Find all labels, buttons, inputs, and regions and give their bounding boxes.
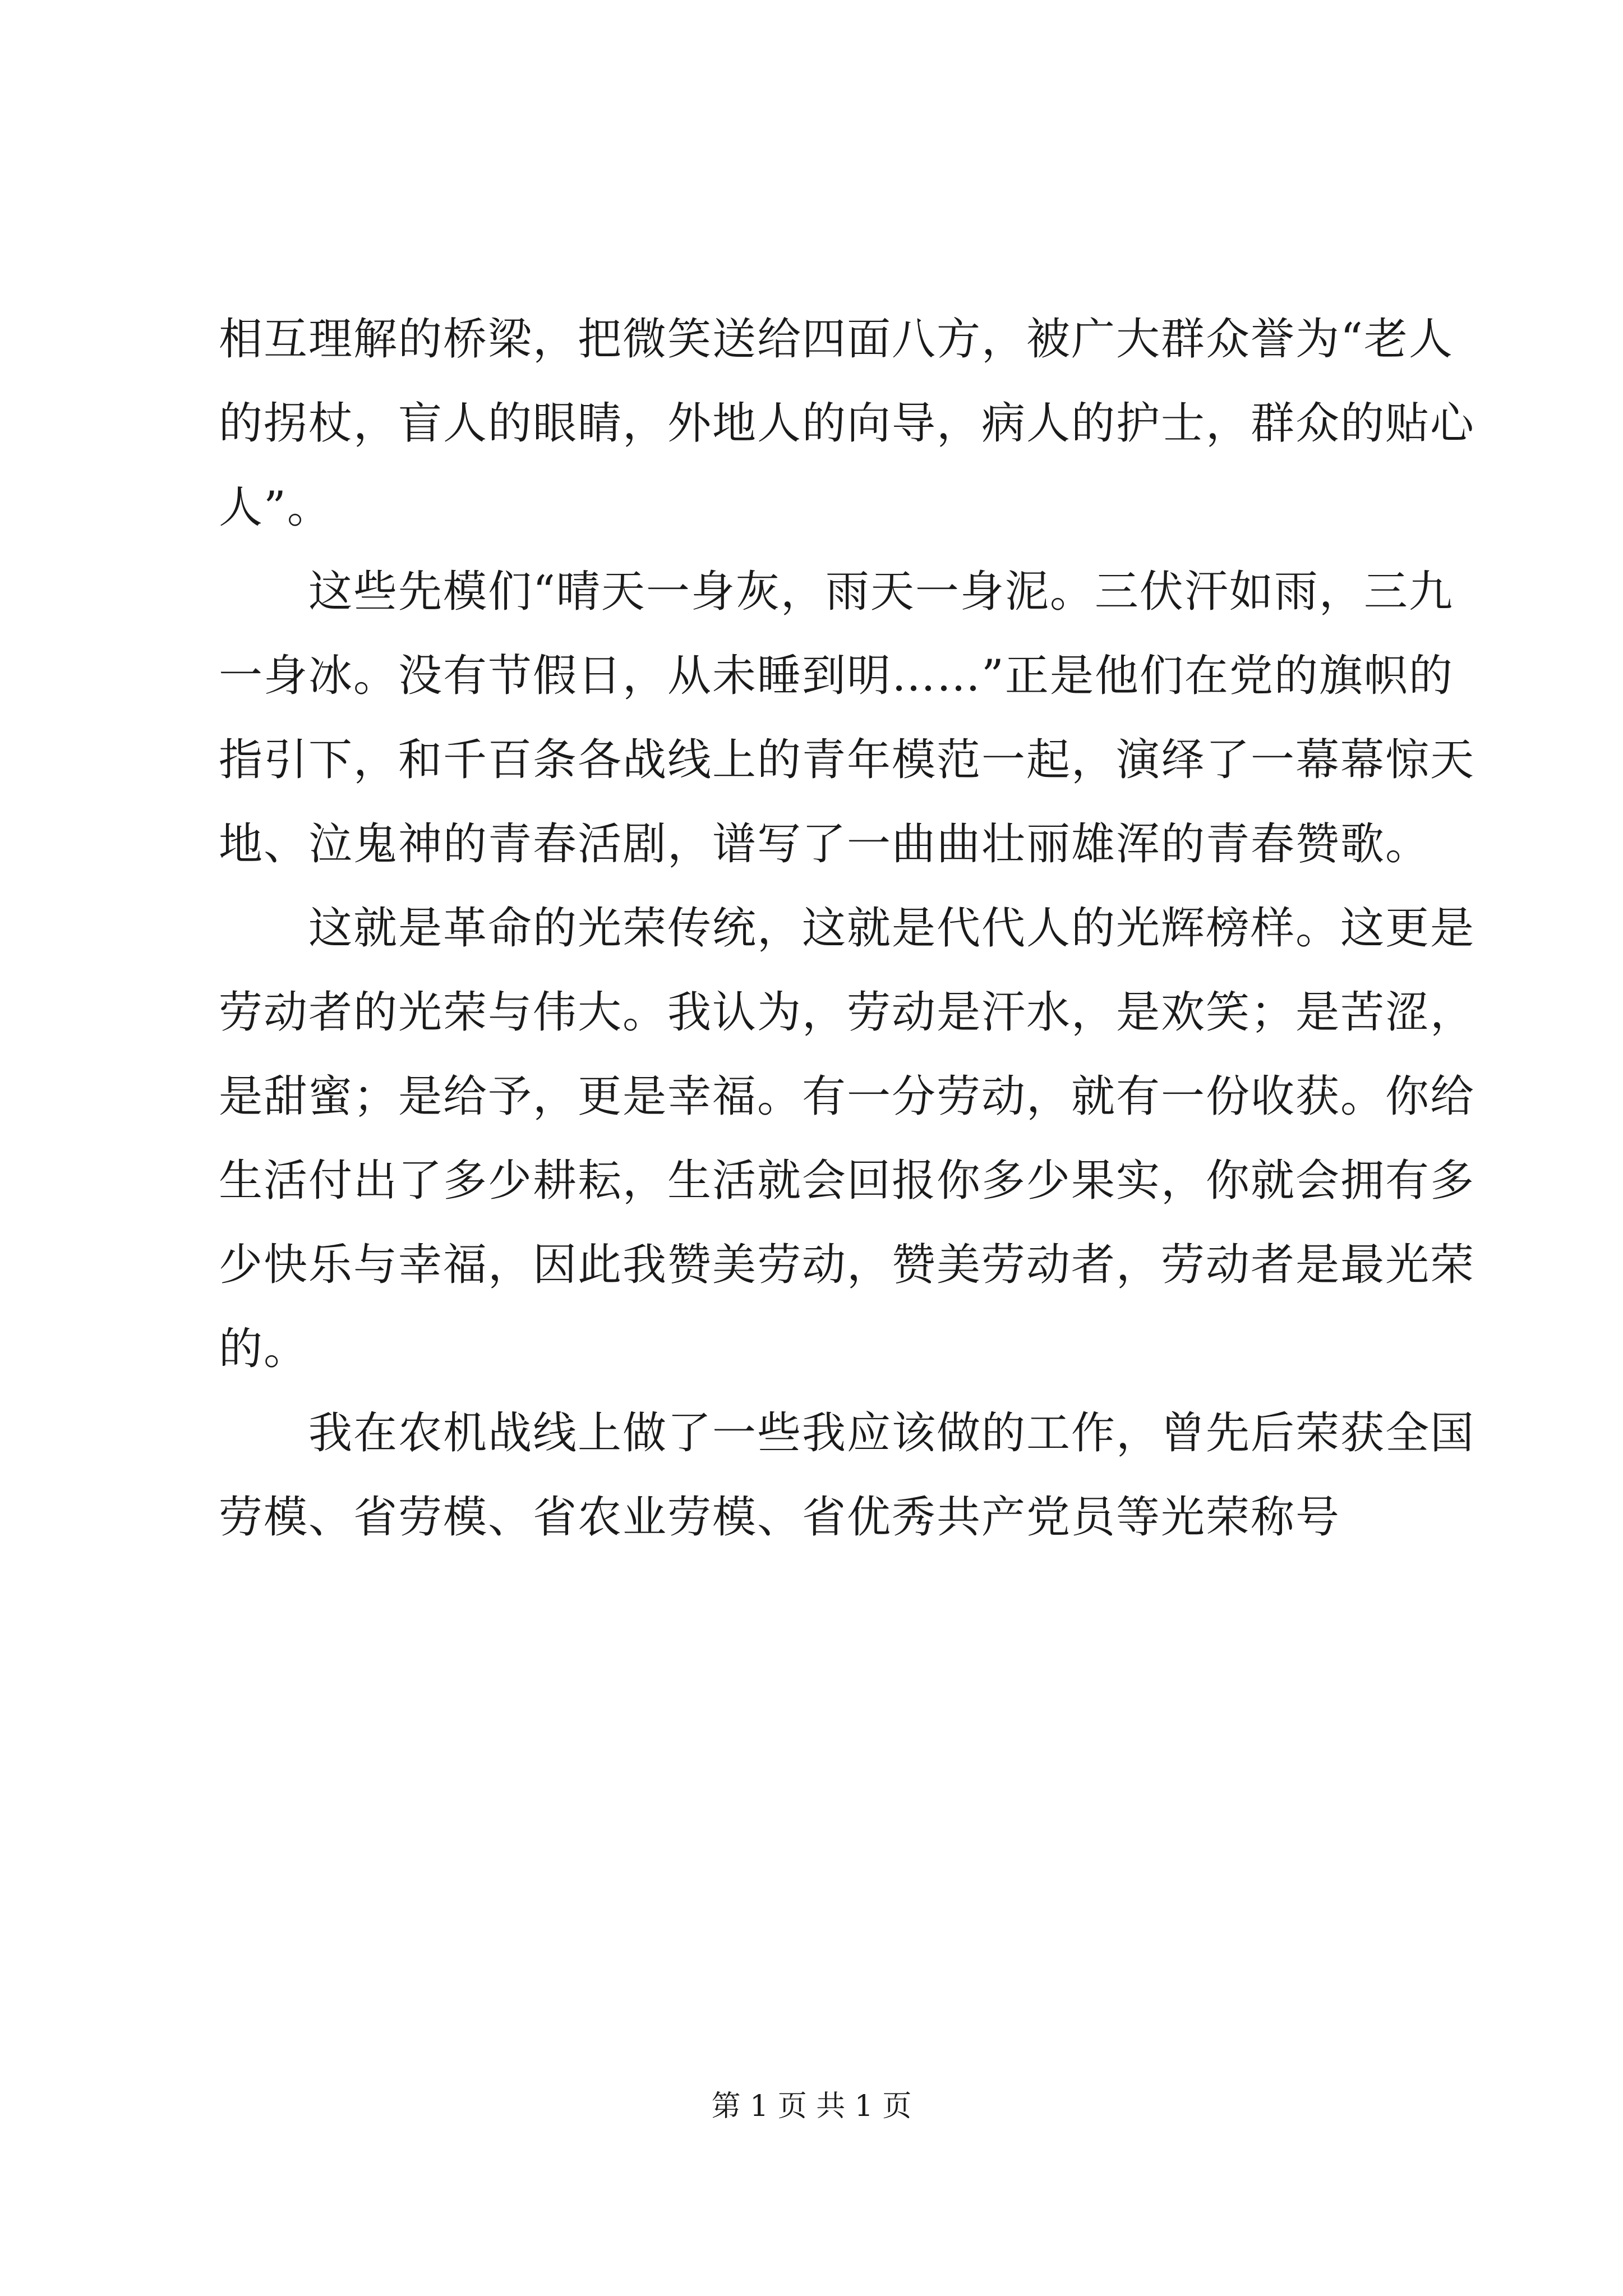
text-line: 一身冰。没有节假日，从未睡到明……”正是他们在党的旗帜的 xyxy=(219,651,1454,701)
text-line: 是甜蜜；是给予，更是幸福。有一分劳动，就有一份收获。你给 xyxy=(219,1071,1476,1122)
text-line: 劳动者的光荣与伟大。我认为，劳动是汗水，是欢笑；是苦涩， xyxy=(219,987,1476,1038)
text-line: 指引下，和千百条各战线上的青年模范一起，演绎了一幕幕惊天 xyxy=(219,735,1476,785)
page-footer: 第 1 页 共 1 页 xyxy=(711,2090,912,2123)
text-line: 的。 xyxy=(219,1324,309,1374)
text-line: 我在农机战线上做了一些我应该做的工作，曾先后荣获全国 xyxy=(219,1408,1476,1458)
text-line: 生活付出了多少耕耘，生活就会回报你多少果实，你就会拥有多 xyxy=(219,1156,1476,1206)
text-line: 相互理解的桥梁，把微笑送给四面八方，被广大群众誉为“老人 xyxy=(219,314,1454,365)
text-line: 这就是革命的光荣传统，这就是代代人的光辉榜样。这更是 xyxy=(219,903,1476,954)
text-line: 地、泣鬼神的青春活剧，谱写了一曲曲壮丽雄浑的青春赞歌。 xyxy=(219,819,1431,869)
text-line: 劳模、省劳模、省农业劳模、省优秀共产党员等光荣称号 xyxy=(219,1492,1341,1543)
text-line: 的拐杖，盲人的眼睛，外地人的向导，病人的护士，群众的贴心 xyxy=(219,398,1476,449)
text-line: 少快乐与幸福，因此我赞美劳动，赞美劳动者，劳动者是最光荣 xyxy=(219,1240,1476,1290)
text-line: 这些先模们“晴天一身灰，雨天一身泥。三伏汗如雨，三九 xyxy=(219,567,1454,617)
text-line: 人”。 xyxy=(219,482,332,533)
